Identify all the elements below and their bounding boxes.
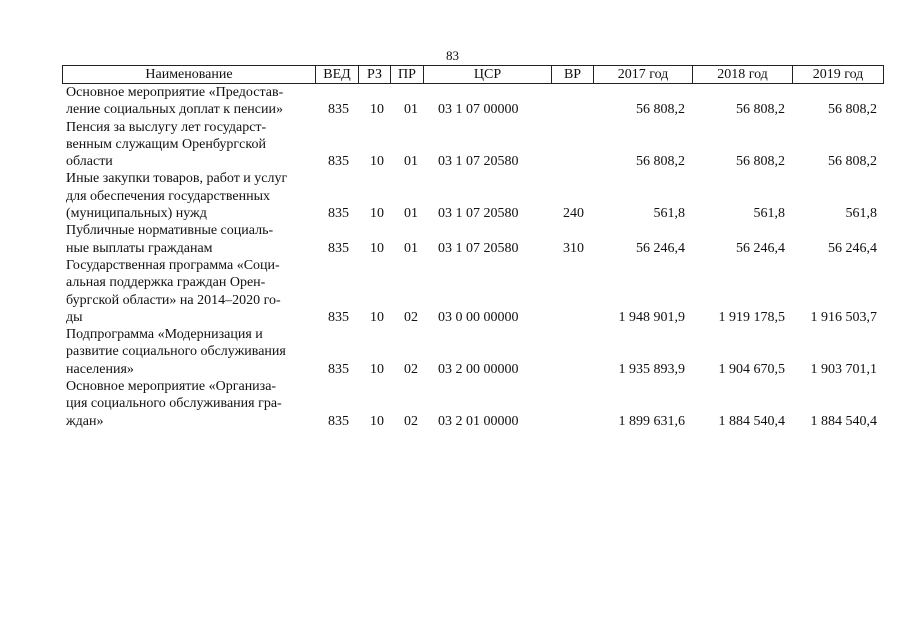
- cell-y2019: 1 903 701,1: [810, 361, 877, 377]
- cell-y2019: 561,8: [845, 206, 877, 222]
- cell-ved: 835: [328, 413, 349, 429]
- table-header: [62, 65, 884, 84]
- cell-y2019: 56 246,4: [828, 240, 877, 256]
- cell-y2018: 56 808,2: [736, 102, 785, 118]
- header-2017: 2017 год: [593, 66, 692, 83]
- cell-rz: 10: [370, 206, 384, 222]
- row-name: Подпрограмма «Модернизация и развитие социального обслуживания населения»: [66, 327, 286, 377]
- cell-csr: 03 1 07 20580: [438, 206, 519, 222]
- cell-rz: 10: [370, 309, 384, 325]
- header-csr: ЦСР: [423, 66, 551, 83]
- header-vr: ВР: [551, 66, 593, 83]
- cell-rz: 10: [370, 102, 384, 118]
- table-row: [0, 222, 905, 257]
- header-rz: РЗ: [358, 66, 390, 83]
- cell-vr: 240: [563, 206, 584, 222]
- cell-pr: 02: [404, 309, 418, 325]
- cell-y2018: 561,8: [753, 206, 785, 222]
- row-name: Пенсия за выслугу лет государст- венным служащим Оренбургской области: [66, 119, 267, 170]
- row-name: Иные закупки товаров, работ и услуг для обеспечения государственных (муниципальных) нужд: [66, 171, 288, 222]
- cell-y2017: 1 899 631,6: [618, 413, 685, 429]
- cell-y2018: 1 919 178,5: [718, 309, 785, 325]
- cell-y2017: 56 246,4: [636, 240, 685, 256]
- cell-pr: 01: [404, 206, 418, 222]
- cell-y2019: 56 808,2: [828, 154, 877, 170]
- cell-rz: 10: [370, 361, 384, 377]
- cell-csr: 03 2 01 00000: [438, 413, 519, 429]
- cell-y2019: 1 916 503,7: [810, 309, 877, 325]
- cell-ved: 835: [328, 154, 349, 170]
- cell-pr: 01: [404, 240, 418, 256]
- cell-csr: 03 1 07 00000: [438, 102, 519, 118]
- table-row: [0, 119, 905, 171]
- cell-ved: 835: [328, 309, 349, 325]
- cell-y2017: 561,8: [653, 206, 685, 222]
- cell-y2017: 56 808,2: [636, 102, 685, 118]
- row-name: Государственная программа «Соци- альная поддержка граждан Орен- бургской области» на 2014–2020 го- ды: [66, 257, 281, 325]
- cell-y2019: 56 808,2: [828, 102, 877, 118]
- cell-y2018: 56 808,2: [736, 154, 785, 170]
- cell-rz: 10: [370, 413, 384, 429]
- table-row: [0, 84, 905, 119]
- header-2019: 2019 год: [792, 66, 884, 83]
- table-body: [0, 84, 905, 430]
- cell-vr: 310: [563, 240, 584, 256]
- cell-y2019: 1 884 540,4: [810, 413, 877, 429]
- cell-y2017: 56 808,2: [636, 154, 685, 170]
- cell-csr: 03 2 00 00000: [438, 361, 519, 377]
- cell-ved: 835: [328, 240, 349, 256]
- table-row: [0, 170, 905, 222]
- cell-y2018: 56 246,4: [736, 240, 785, 256]
- cell-pr: 01: [404, 154, 418, 170]
- header-2018: 2018 год: [692, 66, 792, 83]
- cell-y2017: 1 935 893,9: [618, 361, 685, 377]
- row-name: Основное мероприятие «Предостав- ление социальных доплат к пенсии»: [66, 85, 284, 118]
- cell-csr: 03 1 07 20580: [438, 240, 519, 256]
- table-row: [0, 257, 905, 326]
- cell-rz: 10: [370, 154, 384, 170]
- cell-csr: 03 1 07 20580: [438, 154, 519, 170]
- cell-y2018: 1 884 540,4: [718, 413, 785, 429]
- cell-y2018: 1 904 670,5: [718, 361, 785, 377]
- cell-y2017: 1 948 901,9: [618, 309, 685, 325]
- page-number: 83: [446, 48, 459, 63]
- cell-ved: 835: [328, 206, 349, 222]
- cell-rz: 10: [370, 240, 384, 256]
- header-pr: ПР: [390, 66, 423, 83]
- header-name: Наименование: [62, 66, 315, 83]
- cell-pr: 01: [404, 102, 418, 118]
- cell-csr: 03 0 00 00000: [438, 309, 519, 325]
- table-row: [0, 378, 905, 430]
- header-ved: ВЕД: [315, 66, 358, 83]
- cell-pr: 02: [404, 361, 418, 377]
- cell-ved: 835: [328, 102, 349, 118]
- cell-ved: 835: [328, 361, 349, 377]
- table-row: [0, 326, 905, 378]
- cell-pr: 02: [404, 413, 418, 429]
- row-name: Основное мероприятие «Организа- ция социального обслуживания гра- ждан»: [66, 379, 282, 429]
- row-name: Публичные нормативные социаль- ные выплаты гражданам: [66, 223, 274, 256]
